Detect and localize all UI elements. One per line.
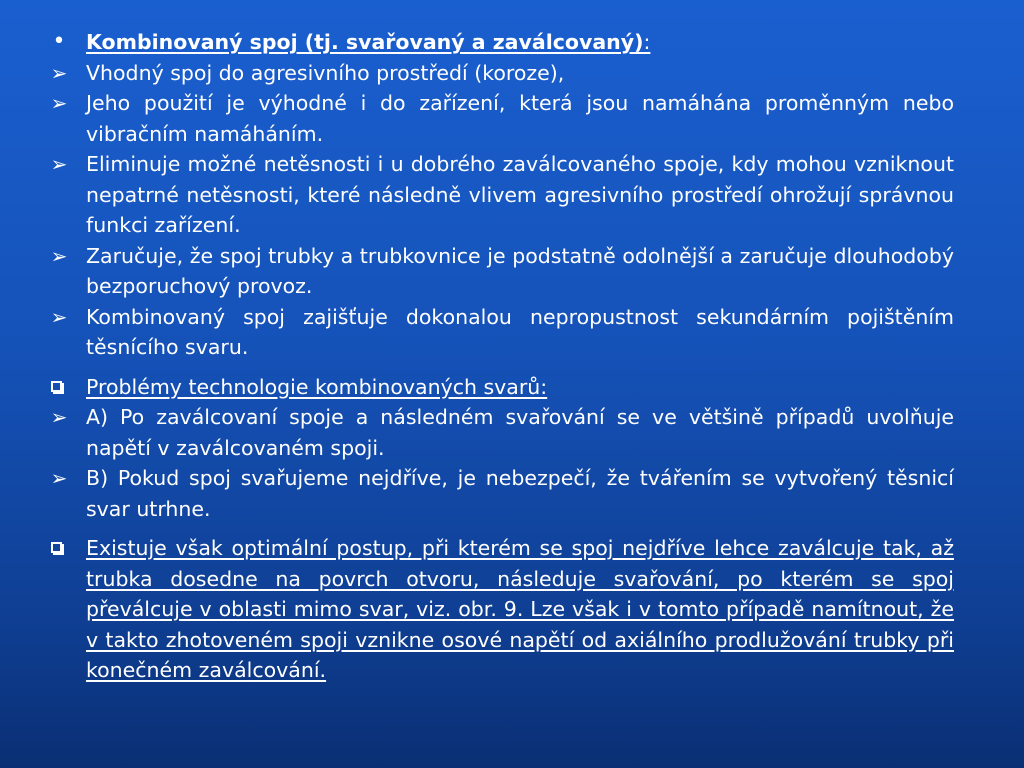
arrow-bullet-icon: ➢ [50, 152, 68, 176]
list-item [44, 88, 954, 149]
list-item [44, 58, 954, 89]
list-item-text: Jeho použití je výhodné i do zařízení, která jsou namáhána proměnným nebo vibračním namáháním. [86, 91, 954, 146]
bullet-dot-icon: • [52, 29, 66, 54]
section-heading-text: Problémy technologie kombinovaných svarů: [86, 374, 548, 399]
heading-text: Kombinovaný spoj (tj. svařovaný a zaválcovaný) [86, 30, 644, 54]
arrow-bullet-icon: ➢ [50, 91, 68, 115]
heading-colon: : [643, 30, 651, 54]
list-item-text: B) Pokud spoj svařujeme nejdříve, je nebezpečí, že tvářením se vytvořený těsnicí svar utrhne. [86, 466, 954, 521]
list-item [44, 463, 954, 524]
list-item-text: Kombinovaný spoj zajišťuje dokonalou nepropustnost sekundárním pojištěním těsnícího svaru. [86, 304, 954, 359]
list-item [44, 149, 954, 241]
section-paragraph-text: Existuje však optimální postup, při kterém se spoj nejdříve lehce zaválcuje tak, až trubka dosedne na povrch otvoru, následuje svařování, po kterém se spoj převálcuje v oblasti mimo svar, viz. obr. 9. Lze však i v tomto případě namítnout, že v takto zhotoveném spoji vznikne osové napětí od axiálního prodlužování trubky při konečném zaválcování. [86, 536, 954, 682]
checkbox-bullet-icon [51, 542, 62, 553]
section-heading-problems [44, 372, 954, 403]
list-item [44, 402, 954, 463]
list-item [44, 302, 954, 363]
heading-bullet-item [44, 27, 954, 58]
slide-content [44, 27, 954, 686]
list-item [44, 241, 954, 302]
arrow-bullet-icon: ➢ [50, 243, 68, 268]
list-item-text: Eliminuje možné netěsnosti i u dobrého zaválcovaného spoje, kdy mohou vzniknout nepatrné netěsnosti, které následně vlivem agresivního prostředí ohrožují správnou funkci zařízení. [86, 152, 954, 237]
checkbox-bullet-icon [51, 381, 62, 392]
section-optimal-procedure [44, 533, 954, 686]
list-item-text: A) Po zaválcovaní spoje a následném svařování se ve většině případů uvolňuje napětí v zaválcovaném spoji. [86, 405, 954, 460]
list-item-text: Zaručuje, že spoj trubky a trubkovnice je podstatně odolnější a zaručuje dlouhodobý bezporuchový provoz. [86, 243, 954, 298]
list-item-text: Vhodný spoj do agresivního prostředí (koroze), [86, 60, 565, 85]
arrow-bullet-icon: ➢ [50, 405, 68, 429]
arrow-bullet-icon: ➢ [50, 466, 68, 490]
arrow-bullet-icon: ➢ [50, 60, 68, 85]
arrow-bullet-icon: ➢ [50, 304, 68, 329]
